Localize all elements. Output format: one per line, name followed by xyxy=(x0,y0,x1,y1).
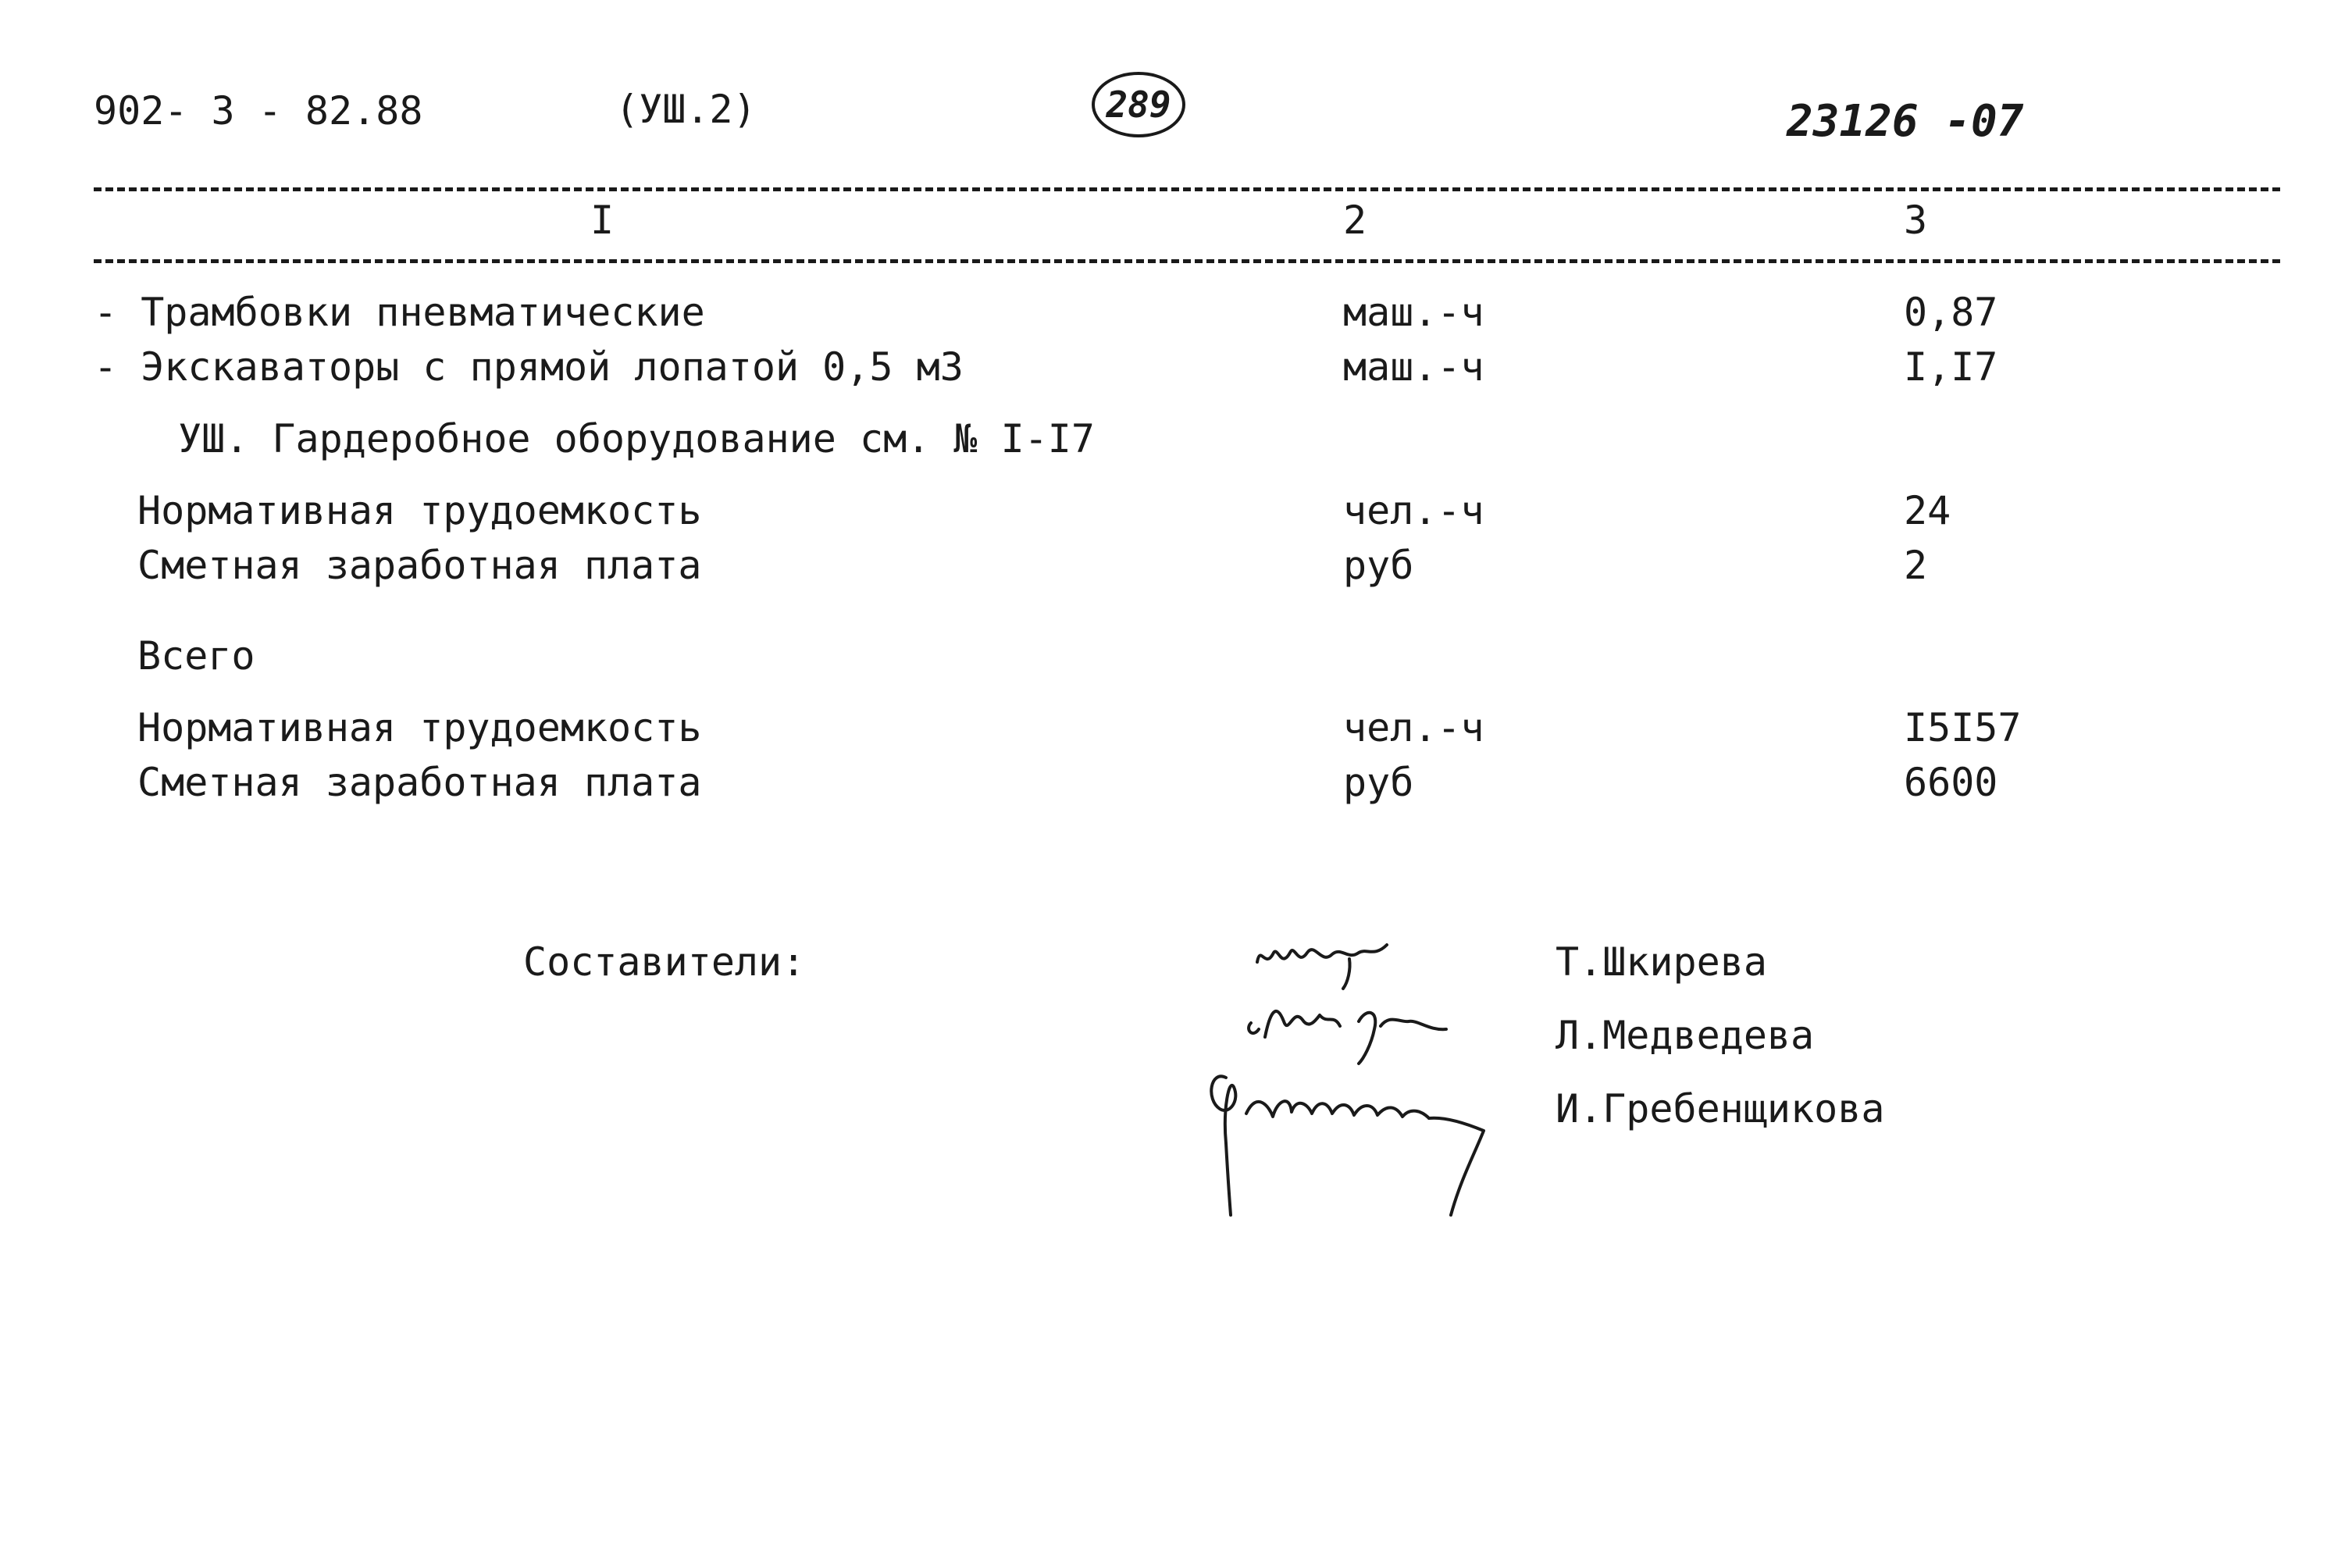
row-value: 24 xyxy=(1904,488,1951,533)
document-code: 902- 3 - 82.88 xyxy=(94,88,423,134)
row-unit: маш.-ч xyxy=(1343,290,1484,335)
section-code: (УШ.2) xyxy=(615,87,757,132)
page-number-stamp: 289 xyxy=(1092,72,1185,137)
row-value: 2 xyxy=(1904,543,1928,588)
row-unit: чел.-ч xyxy=(1343,488,1484,533)
column-header-2: 2 xyxy=(1343,198,1367,243)
row-unit: руб xyxy=(1343,543,1414,588)
row-name: Нормативная трудоемкость xyxy=(137,488,702,533)
row-unit: маш.-ч xyxy=(1343,344,1484,390)
row-value: I,I7 xyxy=(1904,344,1998,390)
table-header-rule xyxy=(94,259,2280,263)
row-name: Сметная заработная плата xyxy=(137,543,702,588)
row-value: I5I57 xyxy=(1904,705,2022,750)
row-value: 6600 xyxy=(1904,760,1998,805)
total-label: Всего xyxy=(137,633,255,679)
row-name: Нормативная трудоемкость xyxy=(137,705,702,750)
compiler-name: Л.Медведева xyxy=(1556,1013,1815,1058)
row-value: 0,87 xyxy=(1904,290,1998,335)
compilers-label: Составители: xyxy=(523,939,806,985)
row-name: - Трамбовки пневматические xyxy=(94,290,705,335)
row-name: Сметная заработная плата xyxy=(137,760,702,805)
row-unit: руб xyxy=(1343,760,1414,805)
column-header-3: 3 xyxy=(1904,198,1928,243)
inventory-number: 23126 -07 xyxy=(1787,96,2024,147)
table-top-rule xyxy=(94,187,2280,191)
section-heading: УШ. Гардеробное оборудование см. № I-I7 xyxy=(178,416,1095,461)
column-header-1: I xyxy=(590,198,615,243)
row-name: - Экскаваторы с прямой лопатой 0,5 м3 xyxy=(94,344,964,390)
signature-grebenshchikova xyxy=(1203,1062,1531,1226)
compiler-name: Т.Шкирева xyxy=(1556,939,1767,985)
signature-medvedeva xyxy=(1242,990,1476,1068)
signature-shkireva xyxy=(1249,921,1406,992)
row-unit: чел.-ч xyxy=(1343,705,1484,750)
compiler-name: И.Гребенщикова xyxy=(1556,1086,1885,1131)
